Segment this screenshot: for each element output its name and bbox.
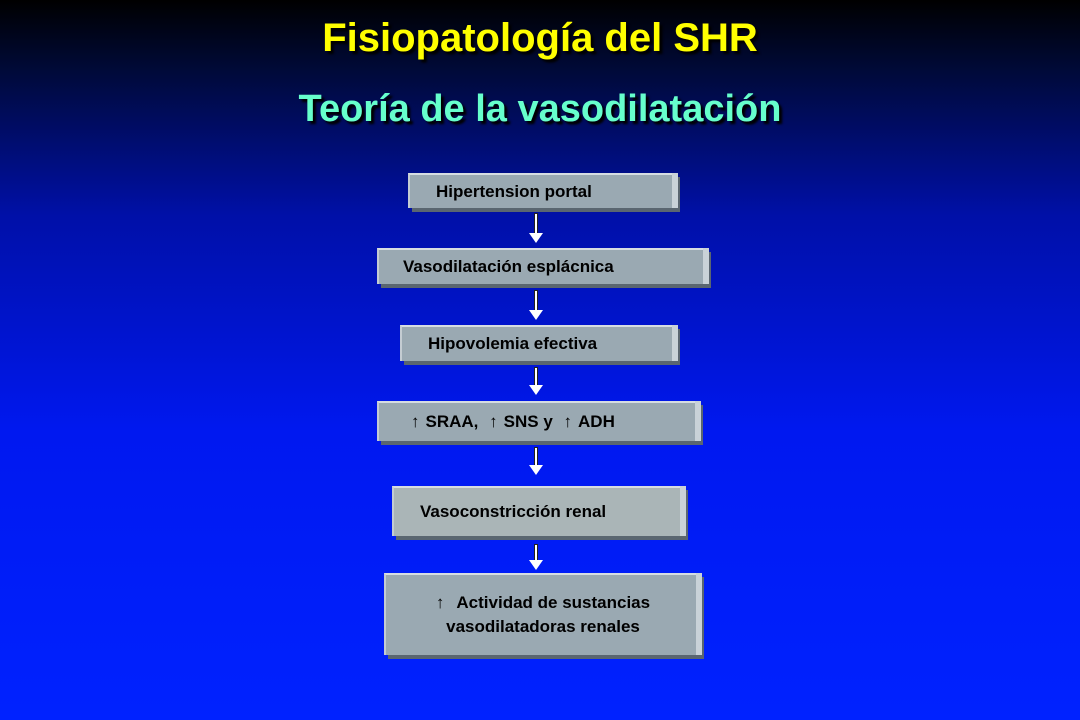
sraa-label: SRAA, — [425, 412, 479, 431]
arrow-head — [529, 385, 543, 395]
arrow-shaft — [534, 367, 538, 387]
box-bevel — [695, 401, 701, 441]
up-arrow-icon: ↑ — [435, 593, 445, 612]
flow-box-label — [411, 412, 615, 432]
flow-box-line1 — [386, 591, 700, 615]
flow-box-line2: vasodilatadoras renales — [446, 617, 640, 636]
down-arrow-icon — [531, 290, 541, 320]
arrow-head — [529, 233, 543, 243]
flow-box-hipovolemia-efectiva — [400, 325, 676, 361]
adh-label: ADH — [578, 412, 615, 431]
arrow-head — [529, 310, 543, 320]
box-bevel — [696, 573, 702, 655]
up-arrow-icon: ↑ — [563, 412, 573, 431]
box-bevel — [672, 173, 678, 208]
flow-box-label: Hipovolemia efectiva — [428, 334, 598, 353]
flow-box-label: Vasodilatación esplácnica — [403, 257, 614, 276]
down-arrow-icon — [531, 447, 541, 475]
arrow-head — [529, 560, 543, 570]
arrow-head — [529, 465, 543, 475]
arrow-shaft — [534, 290, 538, 312]
flow-box-actividad-sustancias — [384, 573, 700, 655]
arrow-shaft — [534, 447, 538, 467]
up-arrow-icon: ↑ — [489, 412, 498, 431]
box-bevel — [680, 486, 686, 536]
down-arrow-icon — [531, 367, 541, 395]
flow-box-line1-text: Actividad de sustancias — [456, 593, 651, 612]
flow-box-vasoconstriccion-renal — [392, 486, 684, 536]
flow-box-label: Hipertension portal — [436, 181, 592, 201]
sns-label: SNS y — [503, 412, 553, 431]
flow-box-sraa-sns-adh — [377, 401, 699, 441]
flow-box-label — [386, 591, 700, 639]
down-arrow-icon — [531, 544, 541, 570]
slide-subtitle: Teoría de la vasodilatación — [298, 88, 782, 130]
flow-box-hipertension-portal — [408, 173, 676, 208]
box-bevel — [672, 325, 678, 361]
flow-box-label: Vasoconstricción renal — [420, 502, 607, 521]
flow-box-vasodilatacion-esplacnica — [377, 248, 707, 284]
box-bevel — [703, 248, 709, 284]
up-arrow-icon: ↑ — [411, 412, 420, 431]
down-arrow-icon — [531, 213, 541, 243]
arrow-shaft — [534, 213, 538, 235]
slide-title: Fisiopatología del SHR — [322, 16, 758, 60]
